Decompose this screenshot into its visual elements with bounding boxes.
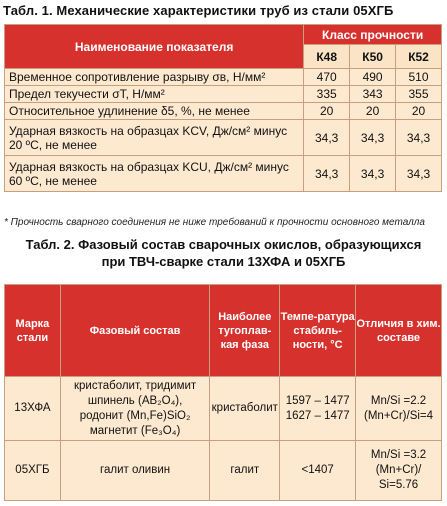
cell-value: 490 (350, 69, 396, 86)
table-row (5, 377, 442, 441)
table-row (5, 156, 442, 192)
class-k48: К48 (304, 45, 350, 69)
cell-value: 355 (396, 86, 442, 103)
table-row (5, 103, 442, 120)
cell-value: 20 (304, 103, 350, 120)
table2-title (0, 236, 447, 270)
header-strength-class: Класс прочности (304, 25, 442, 45)
cell-value: 20 (396, 103, 442, 120)
mechanical-properties-table (4, 24, 442, 192)
cell-value: 34,3 (304, 120, 350, 156)
table-row (5, 441, 442, 501)
cell-difference: Mn/Si =3.2 (Mn+Cr)/ Si=5.76 (356, 441, 442, 501)
header-stability-temperature: Темпе-ратура стабиль-ности, °С (280, 285, 356, 377)
cell-value: 510 (396, 69, 442, 86)
class-k50: К50 (350, 45, 396, 69)
row-label: Относительное удлинение δ5, %, не менее (5, 103, 304, 120)
header-steel-grade: Марка стали (5, 285, 61, 377)
table1-title: Табл. 1. Механические характеристики труб из стали 05ХГБ (3, 3, 394, 18)
header-chem-difference: Отличия в хим. составе (356, 285, 442, 377)
cell-phase: кристаболит, тридимит шпинель (AB₂O₄), родонит (Mn,Fe)SiO₂ магнетит (Fe₃O₄) (60, 377, 209, 441)
row-label: Предел текучести σТ, Н/мм² (5, 86, 304, 103)
row-label: Ударная вязкость на образцах KCV, Дж/см² минус 20 ºС, не менее (5, 120, 304, 156)
cell-value: 34,3 (396, 120, 442, 156)
cell-grade: 13ХФА (5, 377, 61, 441)
cell-refractory: галит (210, 441, 280, 501)
cell-difference: Mn/Si =2.2 (Mn+Cr)/Si=4 (356, 377, 442, 441)
table-row (5, 86, 442, 103)
table-row (5, 120, 442, 156)
table-row (5, 69, 442, 86)
cell-value: 34,3 (304, 156, 350, 192)
cell-value: 34,3 (350, 156, 396, 192)
phase-composition-table (4, 284, 442, 501)
header-phase-composition: Фазовый состав (60, 285, 209, 377)
header-property-name: Наименование показателя (5, 25, 304, 69)
cell-value: 20 (350, 103, 396, 120)
cell-value: 335 (304, 86, 350, 103)
row-label: Временное сопротивление разрыву σв, Н/мм² (5, 69, 304, 86)
row-label: Ударная вязкость на образцах KCU, Дж/см² минус 60 ºС, не менее (5, 156, 304, 192)
table1-footnote: * Прочность сварного соединения не ниже требований к прочности основного металла (4, 217, 425, 228)
cell-temperature: <1407 (280, 441, 356, 501)
cell-value: 343 (350, 86, 396, 103)
header-refractory-phase: Наиболее тугоплав-кая фаза (210, 285, 280, 377)
table2-title-line1: Табл. 2. Фазовый состав сварочных окислов, образующихся (25, 237, 422, 252)
cell-refractory: кристаболит (210, 377, 280, 441)
cell-value: 34,3 (396, 156, 442, 192)
cell-phase: галит оливин (60, 441, 209, 501)
class-k52: К52 (396, 45, 442, 69)
cell-value: 34,3 (350, 120, 396, 156)
cell-temperature: 1597 – 1477 1627 – 1477 (280, 377, 356, 441)
cell-value: 470 (304, 69, 350, 86)
table2-title-line2: при ТВЧ-сварке стали 13ХФА и 05ХГБ (101, 254, 346, 269)
cell-grade: 05ХГБ (5, 441, 61, 501)
